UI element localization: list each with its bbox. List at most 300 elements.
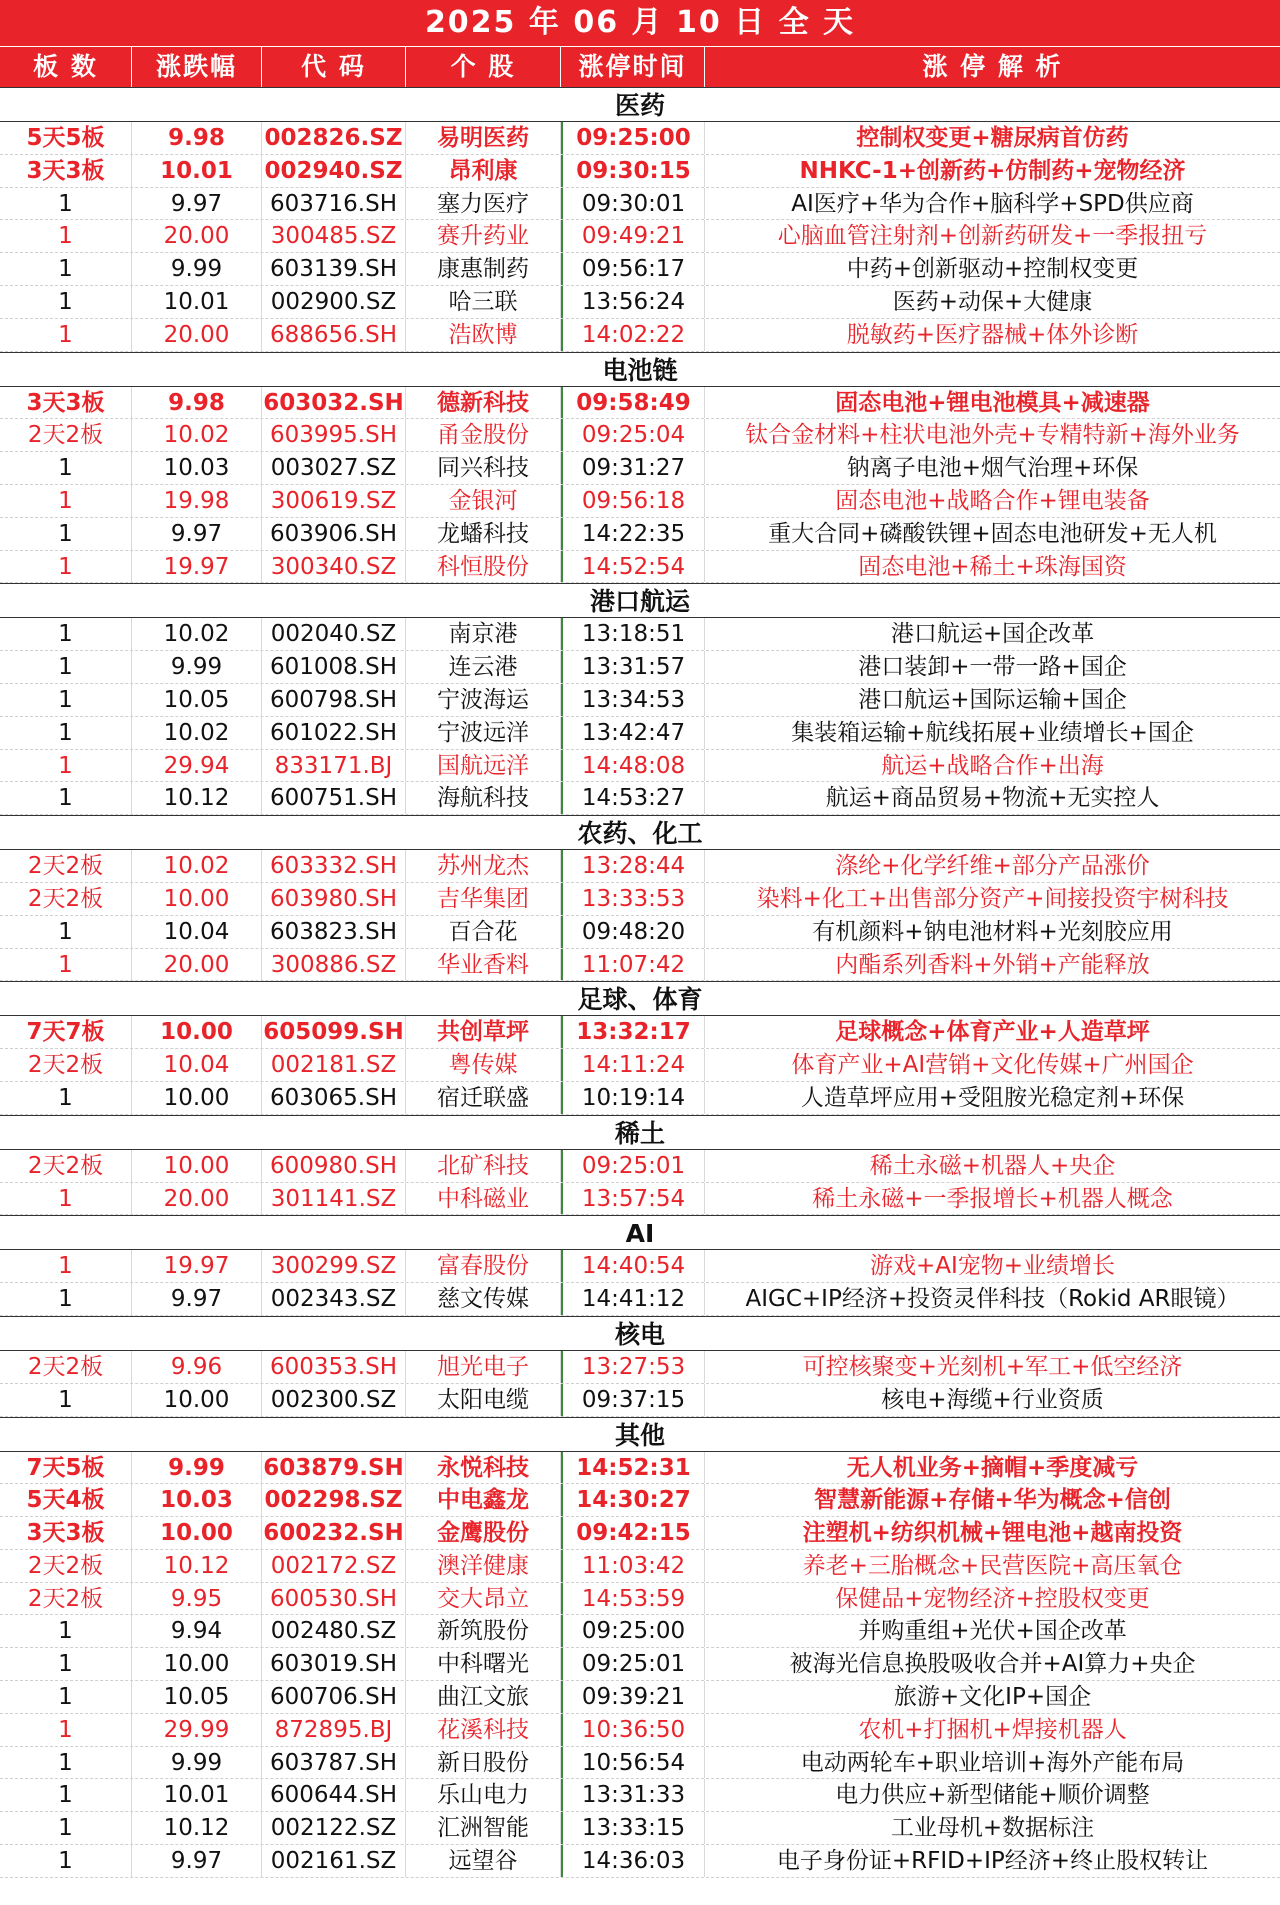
- board-count-cell: 1: [0, 949, 132, 981]
- table-row: [0, 419, 1280, 452]
- stock-code-cell: 600798.SH: [262, 684, 406, 716]
- stock-code-cell: 300340.SZ: [262, 551, 406, 583]
- limit-up-reason-cell: 心脑血管注射剂+创新药研发+一季报扭亏: [777, 223, 1208, 250]
- table-row: [0, 387, 1280, 420]
- table-row: [0, 1747, 1280, 1780]
- board-count-cell: 2天2板: [0, 1583, 132, 1615]
- section-header: 足球、体育: [0, 981, 1280, 1016]
- section-header: 农药、化工: [0, 815, 1280, 850]
- limit-up-reason-cell: 电动两轮车+职业培训+海外产能布局: [800, 1749, 1185, 1776]
- limit-up-time-cell: 09:49:21: [561, 220, 705, 252]
- stock-code-cell: 002161.SZ: [262, 1845, 406, 1877]
- limit-up-time-cell: 13:27:53: [561, 1351, 705, 1383]
- limit-up-reason-cell: 集装箱运输+航线拓展+业绩增长+国企: [791, 719, 1194, 746]
- table-row: [0, 485, 1280, 518]
- limit-up-reason-cell: 内酯系列香料+外销+产能释放: [835, 951, 1150, 978]
- stock-code-cell: 002122.SZ: [262, 1812, 406, 1844]
- table-row: [0, 916, 1280, 949]
- limit-up-time-cell: 09:37:15: [561, 1384, 705, 1416]
- stock-name-cell: 哈三联: [406, 286, 561, 318]
- section-header: 医药: [0, 87, 1280, 122]
- limit-up-reason-cell: 有机颜料+钠电池材料+光刻胶应用: [812, 918, 1173, 945]
- change-pct-cell: 9.95: [132, 1583, 262, 1615]
- board-count-cell: 1: [0, 1812, 132, 1844]
- board-count-cell: 2天2板: [0, 1550, 132, 1582]
- limit-up-time-cell: 14:52:31: [561, 1452, 705, 1484]
- limit-up-time-cell: 11:07:42: [561, 949, 705, 981]
- change-pct-cell: 20.00: [132, 220, 262, 252]
- section-header: 电池链: [0, 352, 1280, 387]
- stock-code-cell: 600644.SH: [262, 1779, 406, 1811]
- board-count-cell: 2天2板: [0, 850, 132, 882]
- board-count-cell: 1: [0, 253, 132, 285]
- limit-up-time-cell: 13:33:15: [561, 1812, 705, 1844]
- table-body: [0, 87, 1280, 1878]
- stock-code-cell: 002826.SZ: [262, 122, 406, 154]
- table-row: [0, 883, 1280, 916]
- limit-up-time-cell: 14:30:27: [561, 1484, 705, 1516]
- board-count-cell: 1: [0, 1714, 132, 1746]
- limit-up-reason-cell: 体育产业+AI营销+文化传媒+广州国企: [791, 1052, 1194, 1079]
- limit-up-reason-cell: 脱敏药+医疗器械+体外诊断: [846, 321, 1139, 348]
- board-count-cell: 1: [0, 1615, 132, 1647]
- limit-up-reason-cell: 智慧新能源+存储+华为概念+信创: [814, 1487, 1171, 1514]
- board-count-cell: 1: [0, 684, 132, 716]
- table-row: [0, 1150, 1280, 1183]
- board-count-cell: 1: [0, 1183, 132, 1215]
- board-count-cell: 1: [0, 618, 132, 650]
- change-pct-cell: 9.97: [132, 188, 262, 220]
- limit-up-time-cell: 13:28:44: [561, 850, 705, 882]
- table-row: [0, 1648, 1280, 1681]
- change-pct-cell: 10.02: [132, 717, 262, 749]
- limit-up-time-cell: 09:31:27: [561, 452, 705, 484]
- stock-code-cell: 600751.SH: [262, 782, 406, 814]
- limit-up-time-cell: 09:58:49: [561, 387, 705, 419]
- stock-code-cell: 002172.SZ: [262, 1550, 406, 1582]
- stock-code-cell: 600530.SH: [262, 1583, 406, 1615]
- table-row: [0, 1615, 1280, 1648]
- stock-code-cell: 603995.SH: [262, 419, 406, 451]
- stock-name-cell: 金鹰股份: [406, 1517, 561, 1549]
- stock-name-cell: 共创草坪: [406, 1016, 561, 1048]
- limit-up-reason-cell: 被海光信息换股吸收合并+AI算力+央企: [789, 1651, 1196, 1678]
- change-pct-cell: 9.99: [132, 651, 262, 683]
- stock-name-cell: 德新科技: [406, 387, 561, 419]
- limit-up-time-cell: 13:31:33: [561, 1779, 705, 1811]
- stock-name-cell: 中电鑫龙: [406, 1484, 561, 1516]
- stock-name-cell: 乐山电力: [406, 1779, 561, 1811]
- stock-name-cell: 曲江文旅: [406, 1681, 561, 1713]
- change-pct-cell: 10.01: [132, 155, 262, 187]
- board-count-cell: 5天5板: [0, 122, 132, 154]
- limit-up-time-cell: 09:25:00: [561, 1615, 705, 1647]
- change-pct-cell: 20.00: [132, 949, 262, 981]
- change-pct-cell: 10.01: [132, 286, 262, 318]
- change-pct-cell: 10.00: [132, 1016, 262, 1048]
- stock-code-cell: 002480.SZ: [262, 1615, 406, 1647]
- stock-code-cell: 600232.SH: [262, 1517, 406, 1549]
- table-row: [0, 452, 1280, 485]
- board-count-cell: 7天7板: [0, 1016, 132, 1048]
- stock-code-cell: 688656.SH: [262, 319, 406, 351]
- section-header: AI: [0, 1215, 1280, 1250]
- stock-name-cell: 浩欧博: [406, 319, 561, 351]
- limit-up-time-cell: 14:53:27: [561, 782, 705, 814]
- stock-code-cell: 603787.SH: [262, 1747, 406, 1779]
- table-row: [0, 1779, 1280, 1812]
- board-count-cell: 5天4板: [0, 1484, 132, 1516]
- stock-code-cell: 301141.SZ: [262, 1183, 406, 1215]
- stock-name-cell: 吉华集团: [406, 883, 561, 915]
- stock-code-cell: 002940.SZ: [262, 155, 406, 187]
- change-pct-cell: 10.02: [132, 419, 262, 451]
- limit-up-reason-cell: NHKC-1+创新药+仿制药+宠物经济: [799, 157, 1186, 184]
- stock-code-cell: 872895.BJ: [262, 1714, 406, 1746]
- table-row: [0, 319, 1280, 352]
- table-row: [0, 518, 1280, 551]
- section-header: 港口航运: [0, 583, 1280, 618]
- stock-code-cell: 603823.SH: [262, 916, 406, 948]
- board-count-cell: 1: [0, 651, 132, 683]
- board-count-cell: 3天3板: [0, 1517, 132, 1549]
- limit-up-reason-cell: 农机+打捆机+焊接机器人: [858, 1716, 1127, 1743]
- stock-name-cell: 花溪科技: [406, 1714, 561, 1746]
- limit-up-time-cell: 10:36:50: [561, 1714, 705, 1746]
- board-count-cell: 3天3板: [0, 155, 132, 187]
- table-row: [0, 1681, 1280, 1714]
- section-header: 核电: [0, 1316, 1280, 1351]
- stock-name-cell: 中科磁业: [406, 1183, 561, 1215]
- board-count-cell: 1: [0, 188, 132, 220]
- change-pct-cell: 10.12: [132, 1550, 262, 1582]
- change-pct-cell: 9.99: [132, 253, 262, 285]
- stock-name-cell: 中科曙光: [406, 1648, 561, 1680]
- limit-up-time-cell: 14:02:22: [561, 319, 705, 351]
- stock-name-cell: 科恒股份: [406, 551, 561, 583]
- section-header: 稀土: [0, 1115, 1280, 1150]
- change-pct-cell: 10.04: [132, 1049, 262, 1081]
- board-count-cell: 1: [0, 750, 132, 782]
- limit-up-reason-cell: 固态电池+战略合作+锂电装备: [835, 487, 1150, 514]
- limit-up-reason-cell: 港口装卸+一带一路+国企: [858, 654, 1127, 681]
- stock-name-cell: 旭光电子: [406, 1351, 561, 1383]
- table-row: [0, 1517, 1280, 1550]
- limit-up-reason-cell: 港口航运+国际运输+国企: [858, 686, 1127, 713]
- stock-code-cell: 603716.SH: [262, 188, 406, 220]
- stock-name-cell: 新筑股份: [406, 1615, 561, 1647]
- limit-up-reason-cell: 稀土永磁+机器人+央企: [869, 1152, 1116, 1179]
- stock-name-cell: 连云港: [406, 651, 561, 683]
- stock-name-cell: 塞力医疗: [406, 188, 561, 220]
- board-count-cell: 1: [0, 1779, 132, 1811]
- board-count-cell: 1: [0, 319, 132, 351]
- table-row: [0, 188, 1280, 221]
- header-reason: 涨 停 解 析: [922, 52, 1063, 81]
- board-count-cell: 1: [0, 782, 132, 814]
- stock-name-cell: 永悦科技: [406, 1452, 561, 1484]
- stock-name-cell: 昂利康: [406, 155, 561, 187]
- board-count-cell: 1: [0, 1250, 132, 1282]
- limit-up-time-cell: 13:42:47: [561, 717, 705, 749]
- limit-up-reason-cell: 航运+战略合作+出海: [881, 752, 1104, 779]
- stock-code-cell: 603065.SH: [262, 1082, 406, 1114]
- limit-up-reason-cell: 航运+商品贸易+物流+无实控人: [825, 785, 1160, 812]
- board-count-cell: 1: [0, 220, 132, 252]
- stock-code-cell: 603019.SH: [262, 1648, 406, 1680]
- change-pct-cell: 10.02: [132, 618, 262, 650]
- change-pct-cell: 10.00: [132, 1150, 262, 1182]
- board-count-cell: 1: [0, 518, 132, 550]
- change-pct-cell: 10.05: [132, 684, 262, 716]
- table-row: [0, 1714, 1280, 1747]
- change-pct-cell: 10.00: [132, 1082, 262, 1114]
- stock-name-cell: 北矿科技: [406, 1150, 561, 1182]
- table-row: [0, 1016, 1280, 1049]
- limit-up-reason-cell: 并购重组+光伏+国企改革: [858, 1618, 1127, 1645]
- change-pct-cell: 9.98: [132, 122, 262, 154]
- stock-name-cell: 新日股份: [406, 1747, 561, 1779]
- board-count-cell: 2天2板: [0, 1150, 132, 1182]
- stock-code-cell: 002300.SZ: [262, 1384, 406, 1416]
- table-row: [0, 750, 1280, 783]
- table-row: [0, 1351, 1280, 1384]
- stock-code-cell: 603879.SH: [262, 1452, 406, 1484]
- stock-code-cell: 833171.BJ: [262, 750, 406, 782]
- limit-up-reason-cell: 旅游+文化IP+国企: [893, 1684, 1092, 1711]
- table-row: [0, 1550, 1280, 1583]
- stock-code-cell: 300299.SZ: [262, 1250, 406, 1282]
- stock-name-cell: 太阳电缆: [406, 1384, 561, 1416]
- board-count-cell: 1: [0, 1747, 132, 1779]
- change-pct-cell: 10.12: [132, 1812, 262, 1844]
- stock-name-cell: 南京港: [406, 618, 561, 650]
- change-pct-cell: 10.12: [132, 782, 262, 814]
- board-count-cell: 1: [0, 286, 132, 318]
- change-pct-cell: 19.97: [132, 551, 262, 583]
- board-count-cell: 2天2板: [0, 883, 132, 915]
- board-count-cell: 1: [0, 452, 132, 484]
- limit-up-time-cell: 10:56:54: [561, 1747, 705, 1779]
- change-pct-cell: 29.99: [132, 1714, 262, 1746]
- limit-up-time-cell: 09:42:15: [561, 1517, 705, 1549]
- table-row: [0, 782, 1280, 815]
- limit-up-time-cell: 13:18:51: [561, 618, 705, 650]
- limit-up-reason-cell: 固态电池+锂电池模具+减速器: [835, 389, 1150, 416]
- table-row: [0, 1049, 1280, 1082]
- limit-up-time-cell: 09:25:04: [561, 419, 705, 451]
- change-pct-cell: 10.00: [132, 1648, 262, 1680]
- change-pct-cell: 9.99: [132, 1747, 262, 1779]
- stock-code-cell: 002343.SZ: [262, 1283, 406, 1315]
- limit-up-reason-cell: 注塑机+纺织机械+锂电池+越南投资: [802, 1520, 1183, 1547]
- limit-up-time-cell: 09:30:01: [561, 188, 705, 220]
- board-count-cell: 1: [0, 1082, 132, 1114]
- header-stock: 个 股: [406, 47, 561, 87]
- stock-code-cell: 002181.SZ: [262, 1049, 406, 1081]
- stock-name-cell: 甬金股份: [406, 419, 561, 451]
- limit-up-time-cell: 09:30:15: [561, 155, 705, 187]
- stock-code-cell: 003027.SZ: [262, 452, 406, 484]
- table-row: [0, 1812, 1280, 1845]
- limit-up-time-cell: 13:57:54: [561, 1183, 705, 1215]
- stock-code-cell: 603032.SH: [262, 387, 406, 419]
- stock-name-cell: 康惠制药: [406, 253, 561, 285]
- table-row: [0, 1452, 1280, 1485]
- limit-up-reason-cell: 固态电池+稀土+珠海国资: [858, 553, 1127, 580]
- limit-up-reason-cell: 涤纶+化学纤维+部分产品涨价: [835, 853, 1150, 880]
- table-row: [0, 651, 1280, 684]
- stock-name-cell: 富春股份: [406, 1250, 561, 1282]
- limit-up-reason-cell: 可控核聚变+光刻机+军工+低空经济: [802, 1353, 1183, 1380]
- limit-up-time-cell: 14:41:12: [561, 1283, 705, 1315]
- limit-up-time-cell: 14:40:54: [561, 1250, 705, 1282]
- board-count-cell: 1: [0, 551, 132, 583]
- change-pct-cell: 19.97: [132, 1250, 262, 1282]
- limit-up-reason-cell: 钠离子电池+烟气治理+环保: [846, 455, 1139, 482]
- stock-code-cell: 002040.SZ: [262, 618, 406, 650]
- limit-up-time-cell: 11:03:42: [561, 1550, 705, 1582]
- table-row: [0, 1283, 1280, 1316]
- change-pct-cell: 20.00: [132, 319, 262, 351]
- table-row: [0, 1384, 1280, 1417]
- stock-name-cell: 华业香料: [406, 949, 561, 981]
- board-count-cell: 1: [0, 1283, 132, 1315]
- board-count-cell: 1: [0, 1845, 132, 1877]
- limit-up-reason-cell: 稀土永磁+一季报增长+机器人概念: [812, 1185, 1173, 1212]
- limit-up-time-cell: 14:11:24: [561, 1049, 705, 1081]
- stock-code-cell: 601022.SH: [262, 717, 406, 749]
- limit-up-time-cell: 09:25:01: [561, 1150, 705, 1182]
- change-pct-cell: 10.01: [132, 1779, 262, 1811]
- change-pct-cell: 10.00: [132, 1517, 262, 1549]
- table-row: [0, 253, 1280, 286]
- table-row: [0, 1183, 1280, 1216]
- limit-up-reason-cell: 游戏+AI宠物+业绩增长: [869, 1253, 1116, 1280]
- change-pct-cell: 10.05: [132, 1681, 262, 1713]
- board-count-cell: 1: [0, 1384, 132, 1416]
- page-title: 2025 年 06 月 10 日 全 天: [0, 0, 1280, 47]
- change-pct-cell: 9.99: [132, 1452, 262, 1484]
- limit-up-reason-cell: 医药+动保+大健康: [892, 288, 1093, 315]
- limit-up-reason-cell: 电力供应+新型储能+顺价调整: [835, 1782, 1150, 1809]
- limit-up-reason-cell: 足球概念+体育产业+人造草坪: [835, 1019, 1150, 1046]
- change-pct-cell: 10.00: [132, 883, 262, 915]
- stock-code-cell: 605099.SH: [262, 1016, 406, 1048]
- change-pct-cell: 20.00: [132, 1183, 262, 1215]
- change-pct-cell: 9.97: [132, 518, 262, 550]
- change-pct-cell: 10.02: [132, 850, 262, 882]
- limit-up-time-cell: 14:53:59: [561, 1583, 705, 1615]
- stock-code-cell: 603906.SH: [262, 518, 406, 550]
- change-pct-cell: 10.03: [132, 452, 262, 484]
- limit-up-time-cell: 09:39:21: [561, 1681, 705, 1713]
- stock-code-cell: 603332.SH: [262, 850, 406, 882]
- board-count-cell: 1: [0, 916, 132, 948]
- limit-up-reason-cell: 保健品+宠物经济+控股权变更: [835, 1585, 1150, 1612]
- limit-up-time-cell: 13:56:24: [561, 286, 705, 318]
- change-pct-cell: 9.98: [132, 387, 262, 419]
- stock-code-cell: 600353.SH: [262, 1351, 406, 1383]
- stock-name-cell: 慈文传媒: [406, 1283, 561, 1315]
- stock-code-cell: 601008.SH: [262, 651, 406, 683]
- change-pct-cell: 9.97: [132, 1283, 262, 1315]
- change-pct-cell: 9.94: [132, 1615, 262, 1647]
- stock-name-cell: 宁波远洋: [406, 717, 561, 749]
- stock-code-cell: 600706.SH: [262, 1681, 406, 1713]
- limit-up-reason-cell: 工业母机+数据标注: [890, 1815, 1095, 1842]
- change-pct-cell: 19.98: [132, 485, 262, 517]
- board-count-cell: 7天5板: [0, 1452, 132, 1484]
- stock-name-cell: 易明医药: [406, 122, 561, 154]
- change-pct-cell: 29.94: [132, 750, 262, 782]
- table-row: [0, 949, 1280, 982]
- table-row: [0, 1583, 1280, 1616]
- table-row: [0, 1250, 1280, 1283]
- limit-up-time-cell: 14:36:03: [561, 1845, 705, 1877]
- stock-code-cell: 002900.SZ: [262, 286, 406, 318]
- change-pct-cell: 9.97: [132, 1845, 262, 1877]
- stock-name-cell: 苏州龙杰: [406, 850, 561, 882]
- stock-name-cell: 同兴科技: [406, 452, 561, 484]
- stock-code-cell: 603980.SH: [262, 883, 406, 915]
- stock-name-cell: 汇洲智能: [406, 1812, 561, 1844]
- limit-up-reason-cell: 养老+三胎概念+民营医院+高压氧仓: [802, 1552, 1183, 1579]
- table-row: [0, 220, 1280, 253]
- table-row: [0, 155, 1280, 188]
- limit-up-time-cell: 14:22:35: [561, 518, 705, 550]
- table-row: [0, 286, 1280, 319]
- limit-up-time-cell: 14:48:08: [561, 750, 705, 782]
- stock-name-cell: 粤传媒: [406, 1049, 561, 1081]
- board-count-cell: 1: [0, 717, 132, 749]
- stock-name-cell: 海航科技: [406, 782, 561, 814]
- limit-up-reason-cell: 重大合同+磷酸铁锂+固态电池研发+无人机: [768, 520, 1217, 547]
- stock-name-cell: 宿迁联盛: [406, 1082, 561, 1114]
- stock-code-cell: 600980.SH: [262, 1150, 406, 1182]
- limit-up-reason-cell: AI医疗+华为合作+脑科学+SPD供应商: [791, 190, 1194, 217]
- board-count-cell: 2天2板: [0, 419, 132, 451]
- limit-up-time-cell: 14:52:54: [561, 551, 705, 583]
- limit-up-time-cell: 09:56:17: [561, 253, 705, 285]
- limit-up-time-cell: 09:56:18: [561, 485, 705, 517]
- board-count-cell: 1: [0, 1648, 132, 1680]
- limit-up-time-cell: 13:34:53: [561, 684, 705, 716]
- header-time: 涨停时间: [561, 47, 705, 87]
- table-row: [0, 684, 1280, 717]
- stock-code-cell: 002298.SZ: [262, 1484, 406, 1516]
- table-row: [0, 1082, 1280, 1115]
- table-row: [0, 551, 1280, 584]
- limit-up-reason-cell: 无人机业务+摘帽+季度减亏: [846, 1454, 1139, 1481]
- limit-up-reason-cell: 电子身份证+RFID+IP经济+终止股权转让: [776, 1848, 1209, 1875]
- header-board: 板 数: [0, 47, 132, 87]
- change-pct-cell: 9.96: [132, 1351, 262, 1383]
- limit-up-time-cell: 09:25:00: [561, 122, 705, 154]
- limit-up-time-cell: 09:25:01: [561, 1648, 705, 1680]
- stock-name-cell: 宁波海运: [406, 684, 561, 716]
- stock-name-cell: 澳洋健康: [406, 1550, 561, 1582]
- table-row: [0, 1484, 1280, 1517]
- stock-name-cell: 国航远洋: [406, 750, 561, 782]
- limit-up-time-cell: 10:19:14: [561, 1082, 705, 1114]
- stock-name-cell: 赛升药业: [406, 220, 561, 252]
- limit-up-time-cell: 13:33:53: [561, 883, 705, 915]
- board-count-cell: 1: [0, 1681, 132, 1713]
- stock-name-cell: 交大昂立: [406, 1583, 561, 1615]
- limit-up-time-cell: 09:48:20: [561, 916, 705, 948]
- limit-up-reason-cell: 钛合金材料+柱状电池外壳+专精特新+海外业务: [745, 422, 1240, 449]
